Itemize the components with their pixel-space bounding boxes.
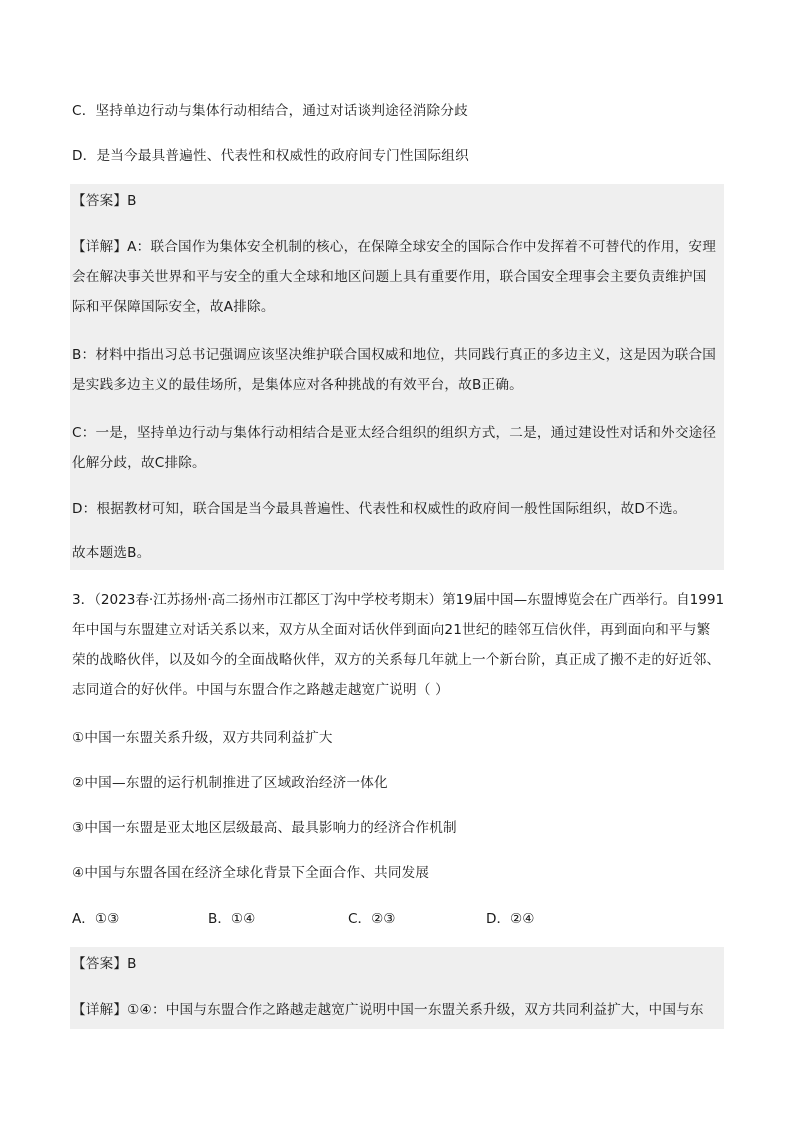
detail-line-2: 会在解决事关世界和平与安全的重大全球和地区问题上具有重要作用，联合国安全理事会主要负责维护国 <box>72 269 707 285</box>
question-3-stem-line-1: 3．（2023春·江苏扬州·高二扬州市江都区丁沟中学校考期末）第19届中国—东盟博览会在广西举行。自1991 <box>72 592 725 608</box>
statement-4: ④中国与东盟各国在经济全球化背景下全面合作、共同发展 <box>72 865 430 881</box>
statement-2: ②中国—东盟的运行机制推进了区域政治经济一体化 <box>72 775 388 791</box>
option-a: A．①③ <box>72 911 120 927</box>
option-c: C．坚持单边行动与集体行动相结合，通过对话谈判途径消除分歧 <box>72 103 468 119</box>
option-c-q3: C．②③ <box>348 911 396 927</box>
statement-1: ①中国一东盟关系升级，双方共同利益扩大 <box>72 730 333 746</box>
conclusion: 故本题选B。 <box>72 545 151 561</box>
detail-b-line-2: 是实践多边主义的最佳场所，是集体应对各种挑战的有效平台，故B正确。 <box>72 377 523 393</box>
detail-d-line: D：根据教材可知，联合国是当今最具普遍性、代表性和权威性的政府间一般性国际组织，故D不选。 <box>72 501 687 517</box>
answer-label-2: 【答案】B <box>72 956 137 972</box>
option-d-q3: D．②④ <box>486 911 535 927</box>
question-3-stem-line-4: 志同道合的好伙伴。中国与东盟合作之路越走越宽广说明（ ） <box>72 682 449 698</box>
answer-label-1: 【答案】B <box>72 193 137 209</box>
detail-b-line-1: B：材料中指出习总书记强调应该坚决维护联合国权威和地位，共同践行真正的多边主义，这是因为联合国 <box>72 347 717 363</box>
detail-c-line-1: C：一是，坚持单边行动与集体行动相结合是亚太经合组织的组织方式，二是，通过建设性对话和外交途径 <box>72 425 717 441</box>
detail-c-line-2: 化解分歧，故C排除。 <box>72 455 206 471</box>
question-3-stem-line-2: 年中国与东盟建立对话关系以来，双方从全面对话伙伴到面向21世纪的睦邻互信伙伴，再到面向和平与繁 <box>72 622 711 638</box>
statement-3: ③中国一东盟是亚太地区层级最高、最具影响力的经济合作机制 <box>72 820 457 836</box>
option-d: D．是当今最具普遍性、代表性和权威性的政府间专门性国际组织 <box>72 148 469 164</box>
question-3-stem-line-3: 荣的战略伙伴，以及如今的全面战略伙伴，双方的关系每几年就上一个新台阶，真正成了搬不走的好近邻、 <box>72 652 721 668</box>
option-b: B．①④ <box>208 911 256 927</box>
detail-2-line-1: 【详解】①④：中国与东盟合作之路越走越宽广说明中国一东盟关系升级，双方共同利益扩大，中国与东 <box>72 1002 704 1018</box>
detail-line-1: 【详解】A：联合国作为集体安全机制的核心，在保障全球安全的国际合作中发挥着不可替代的作用，安理 <box>72 239 717 255</box>
detail-line-3: 际和平保障国际安全，故A排除。 <box>72 299 275 315</box>
